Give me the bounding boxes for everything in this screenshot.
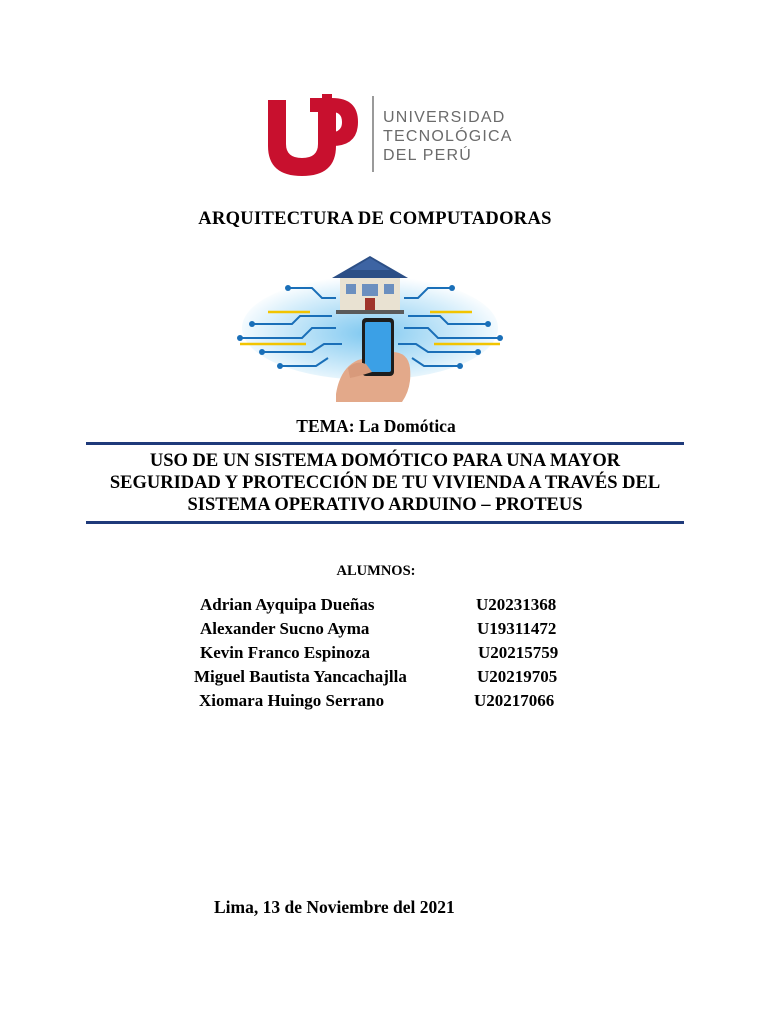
student-name: Adrian Ayquipa Dueñas [200,595,375,614]
project-title-line-3: SISTEMA OPERATIVO ARDUINO – PROTEUS [187,495,583,515]
project-title [40,450,730,516]
date-line: Lima, 13 de Noviembre del 2021 [214,897,455,917]
alumnos-heading: ALUMNOS: [336,563,416,579]
student-name: Xiomara Huingo Serrano [199,691,385,710]
project-title-line-1: USO DE UN SISTEMA DOMÓTICO PARA UNA MAYOR [149,451,621,471]
student-code: U19311472 [477,619,557,638]
student-code: U20215759 [478,643,559,662]
project-title-line-2: SEGURIDAD Y PROTECCIÓN DE TU VIVIENDA A TRAVÉS DEL [109,473,661,493]
student-code: U20217066 [474,691,555,710]
student-name: Kevin Franco Espinoza [200,643,371,662]
logo-line-2: TECNOLÓGICA [383,128,513,145]
tema-label: TEMA: [296,416,355,436]
student-name: Miguel Bautista Yancachajlla [194,667,407,686]
logo-divider [372,96,374,172]
logo-line-1: UNIVERSIDAD [383,109,506,126]
logo-wordmark [383,108,523,165]
tema-line [0,416,752,437]
top-rule [86,442,684,445]
smart-home-illustration [232,248,508,402]
tema-value: La Domótica [358,416,456,436]
house-icon [332,256,408,314]
logo-line-3: DEL PERÚ [383,147,473,164]
student-name: Alexander Sucno Ayma [200,619,370,638]
course-title: ARQUITECTURA DE COMPUTADORAS [198,209,552,229]
bottom-rule [86,521,684,524]
student-code: U20219705 [477,667,558,686]
student-code: U20231368 [476,595,557,614]
